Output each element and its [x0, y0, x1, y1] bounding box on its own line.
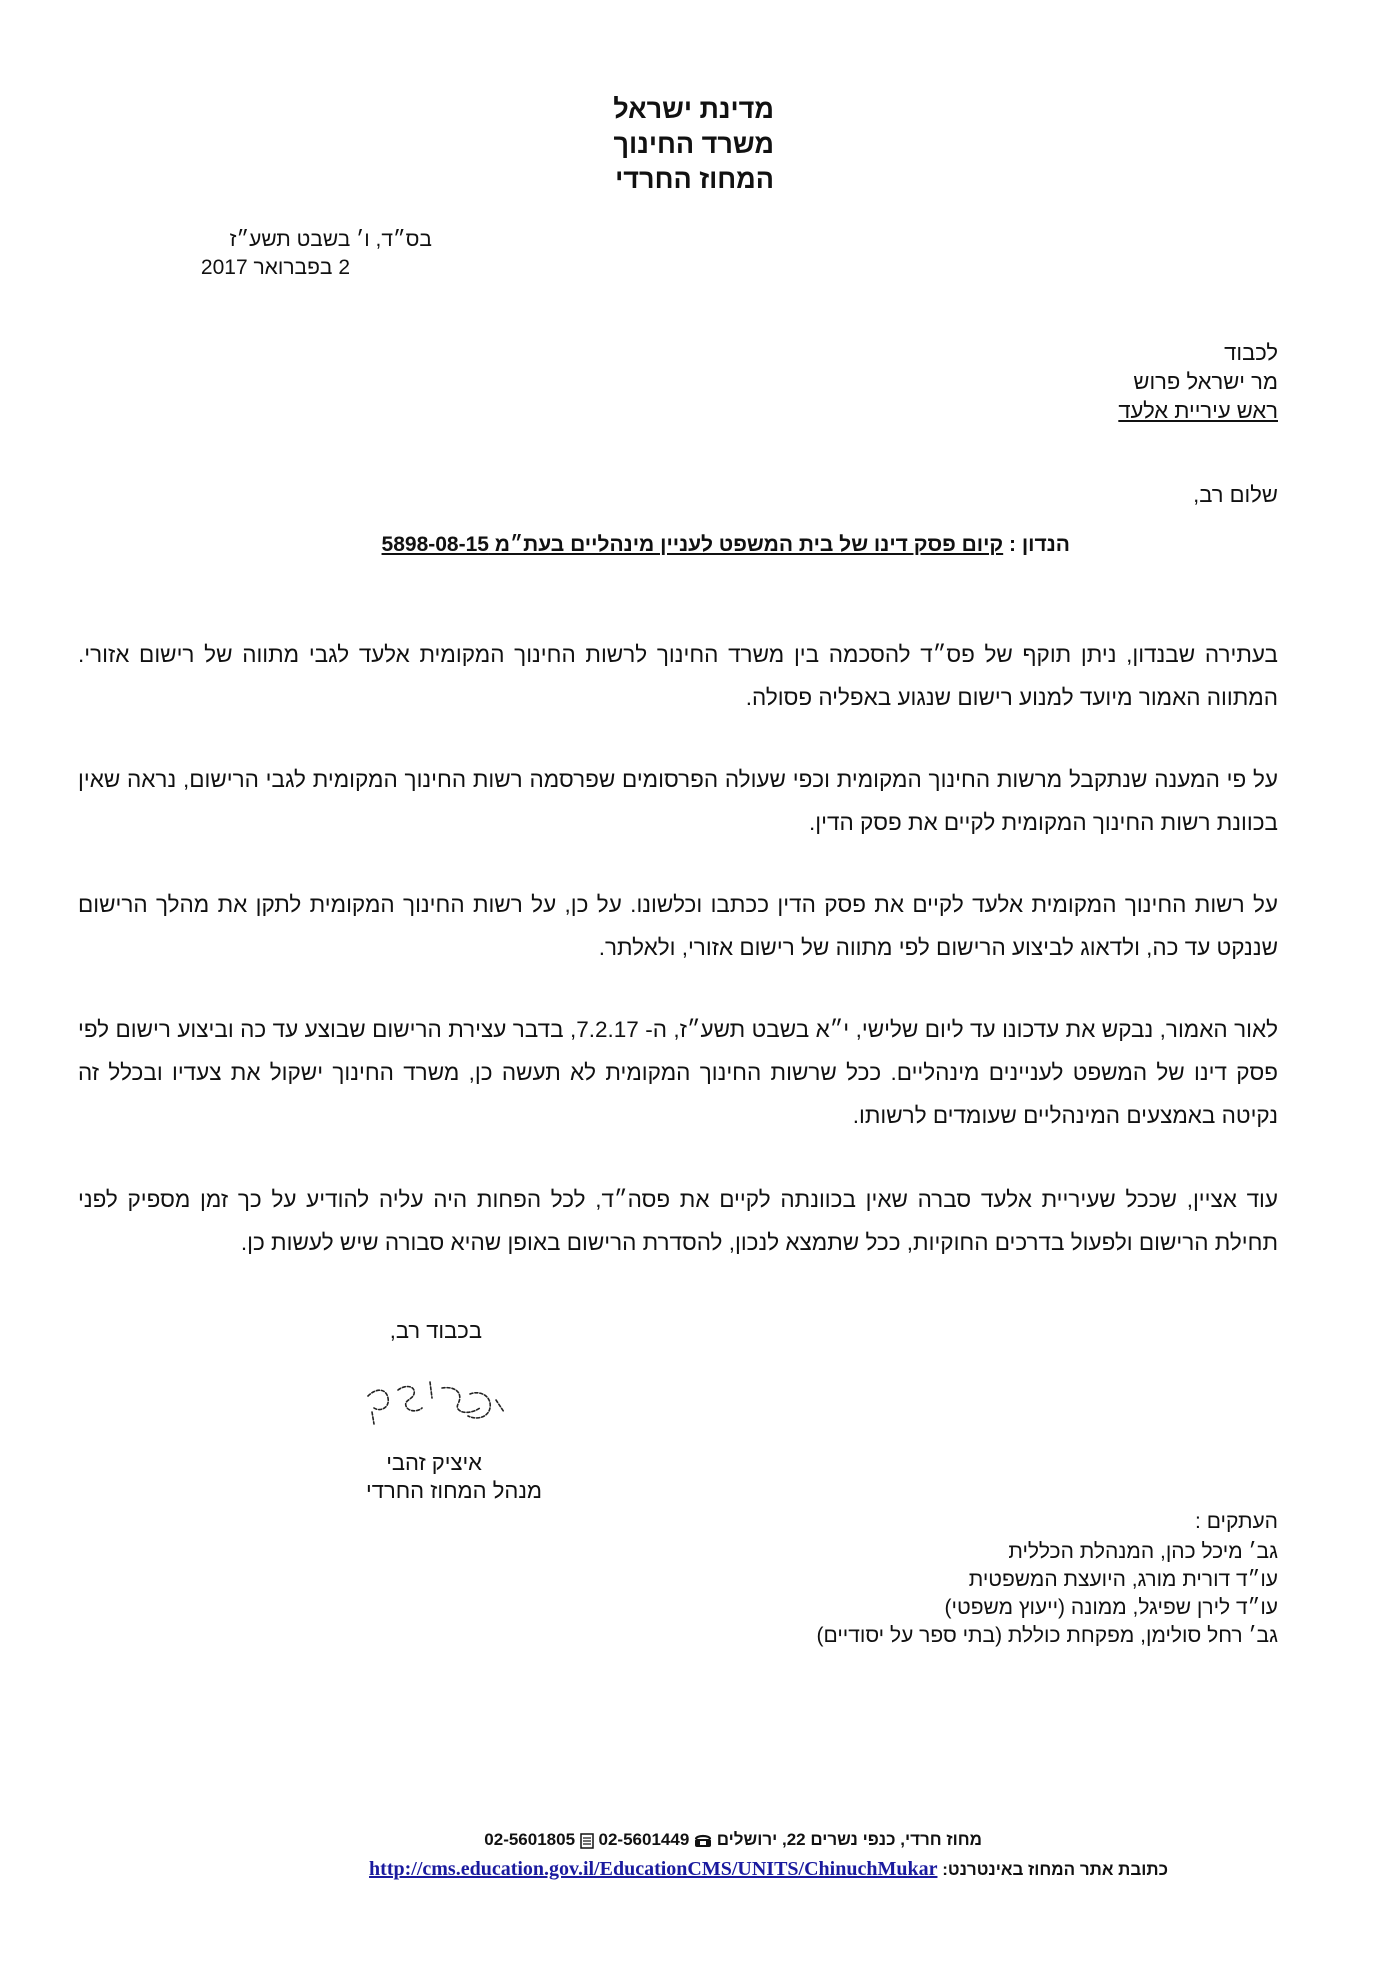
subject-line	[382, 533, 1070, 557]
cc-item: גב׳ מיכל כהן, המנהלת הכללית	[1008, 1540, 1278, 1563]
gregorian-date: 2 בפברואר 2017	[200, 256, 350, 279]
cc-item: עו״ד לירן שפיגל, ממונה (ייעוץ משפטי)	[944, 1596, 1278, 1619]
paragraph-1: בעתירה שבנדון, ניתן תוקף של פס״ד להסכמה בין משרד החינוך לרשות החינוך המקומית אלעד לגבי מתווה של רישום אזורי. המתווה האמור מיועד למנוע רישום שנגוע באפליה פסולה.	[78, 642, 1278, 710]
paragraph-3: על רשות החינוך המקומית אלעד לקיים את פסק הדין ככתבו וכלשונו. על כן, על רשות החינוך המקומית לתקן את מהלך הרישום שננקט עד כה, ולדאוג לביצוע הרישום לפי מתווה של רישום אזורי, ולאלתר.	[78, 892, 1278, 960]
paragraph-4: לאור האמור, נבקש את עדכונו עד ליום שלישי, י״א בשבט תשע״ז, ה- 7.2.17, בדבר עצירת הרישום שבוצע עד כה וביצוע רישום לפי פסק דינו של המשפט לעניינים מינהליים. ככל שרשות החינוך המקומית לא תעשה כן, משרד החינוך ישקול את צעדיו ובכלל זה נקיטה באמצעים המינהליים שעומדים לרשותו.	[78, 1017, 1278, 1128]
phone-icon	[694, 1834, 712, 1848]
recipient-title: ראש עיריית אלעד	[1118, 398, 1278, 423]
cc-label: העתקים :	[1195, 1510, 1278, 1533]
cc-item: גב׳ רחל סולימן, מפקחת כוללת (בתי ספר על יסודיים)	[816, 1624, 1278, 1647]
header-line-3: המחוז החרדי	[615, 164, 774, 194]
footer-site-label: כתובת אתר המחוז באינטרנט:	[942, 1860, 1168, 1879]
recipient-to: לכבוד	[1224, 340, 1278, 365]
footer-contact	[484, 1830, 982, 1850]
header-line-2: משרד החינוך	[613, 129, 774, 159]
subject-label: הנדון :	[1009, 533, 1070, 556]
greeting: שלום רב,	[1193, 482, 1278, 507]
signature-name: איציק זהבי	[386, 1450, 482, 1475]
footer-address: מחוז חרדי, כנפי נשרים 22, ירושלים	[716, 1830, 982, 1849]
footer-fax: 02-5601449	[598, 1830, 690, 1849]
fax-icon	[580, 1833, 594, 1849]
footer-site-link[interactable]: http://cms.education.gov.il/EducationCMS/UNITS/ChinuchMukar	[369, 1858, 938, 1880]
closing: בכבוד רב,	[389, 1318, 482, 1343]
header-line-1: מדינת ישראל	[613, 94, 774, 124]
paragraph-5: עוד אציין, שככל שעיריית אלעד סברה שאין בכוונתה לקיים את פסה״ד, לכל הפחות היה עליה להודיע על כך זמן מספיק לפני תחילת הרישום ולפעול בדרכים החוקיות, ככל שתמצא לנכון, להסדרת הרישום באופן שהיא סבורה שיש לעשות כן.	[78, 1187, 1278, 1255]
cc-item: עו״ד דורית מורג, היועצת המשפטית	[968, 1568, 1278, 1591]
recipient-name: מר ישראל פרוש	[1133, 369, 1278, 394]
subject-text: קיום פסק דינו של בית המשפט לעניין מינהליים בעת״מ 5898-08-15	[381, 533, 1004, 556]
paragraph-2: על פי המענה שנתקבל מרשות החינוך המקומית וכפי שעולה הפרסומים שפרסמה רשות החינוך המקומית לגבי הרישום, נראה שאין בכוונת רשות החינוך המקומית לקיים את פסק הדין.	[78, 767, 1278, 835]
handwritten-signature	[358, 1368, 518, 1438]
footer-site	[369, 1858, 1168, 1881]
signature-role: מנהל המחוז החרדי	[366, 1478, 542, 1503]
hebrew-date: בס״ד, ו׳ בשבט תשע״ז	[229, 228, 432, 251]
footer-phone: 02-5601805	[484, 1830, 576, 1849]
